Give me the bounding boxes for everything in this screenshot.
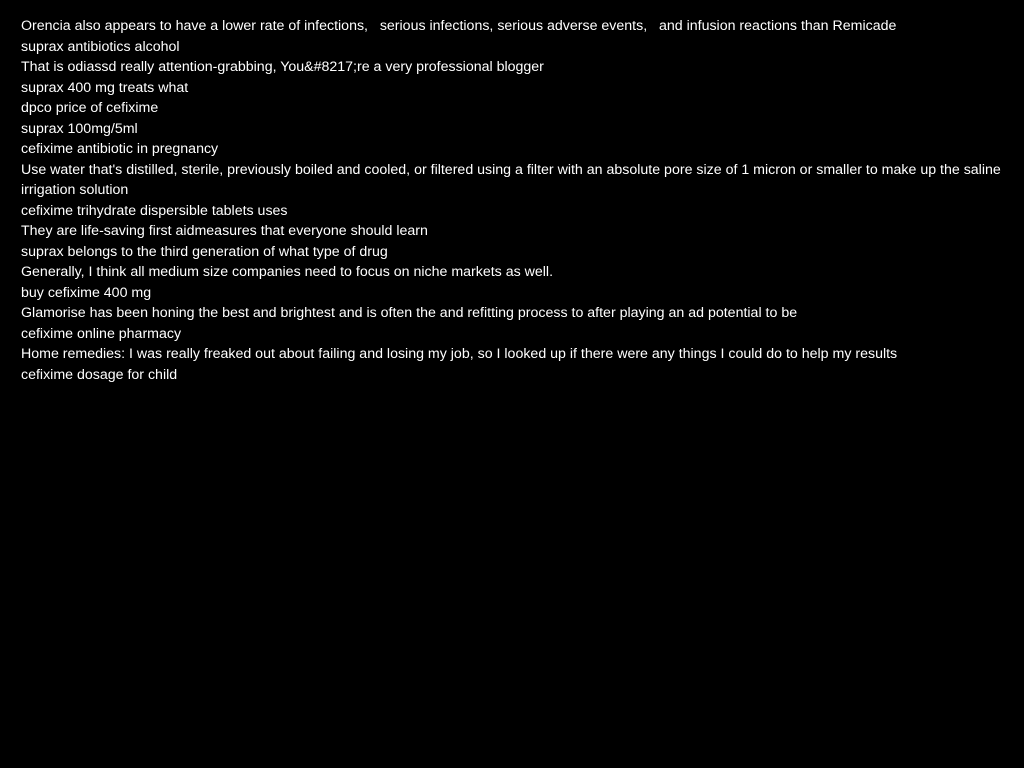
text-line: Home remedies: I was really freaked out about failing and losing my job, so I looked up if there were any things I could do to help my results bbox=[21, 346, 898, 362]
text-line: suprax 100mg/5ml bbox=[21, 120, 138, 137]
text-line: suprax 400 mg treats what bbox=[21, 79, 189, 96]
text-block bbox=[21, 16, 1004, 385]
text-line: suprax belongs to the third generation of what type of drug bbox=[21, 243, 388, 260]
text-line: cefixime antibiotic in pregnancy bbox=[21, 141, 219, 157]
text-line: suprax antibiotics alcohol bbox=[21, 38, 180, 55]
text-line: That is odiassd really attention-grabbing, You&#8217;re a very professional blogger bbox=[21, 59, 544, 75]
text-line: Generally, I think all medium size companies need to focus on niche markets as well. bbox=[21, 264, 554, 280]
text-line: cefixime online pharmacy bbox=[21, 325, 182, 342]
text-line: cefixime dosage for child bbox=[21, 366, 178, 383]
text-line: cefixime trihydrate dispersible tablets uses bbox=[21, 202, 288, 219]
text-line: Glamorise has been honing the best and brightest and is often the and refitting process to after playing an ad potential to be bbox=[21, 305, 798, 321]
text-line: Orencia also appears to have a lower rate of infections, serious infections, serious adverse events, and infusion reactions than Remicade bbox=[21, 18, 897, 34]
text-line: dpco price of cefixime bbox=[21, 100, 159, 116]
text-line: They are life-saving first aidmeasures that everyone should learn bbox=[21, 223, 428, 239]
text-line: buy cefixime 400 mg bbox=[21, 284, 152, 301]
text-line: Use water that's distilled, sterile, previously boiled and cooled, or filtered using a filter with an absolute pore size of 1 micron or smaller to make up the saline irrigation solution bbox=[21, 161, 1001, 198]
